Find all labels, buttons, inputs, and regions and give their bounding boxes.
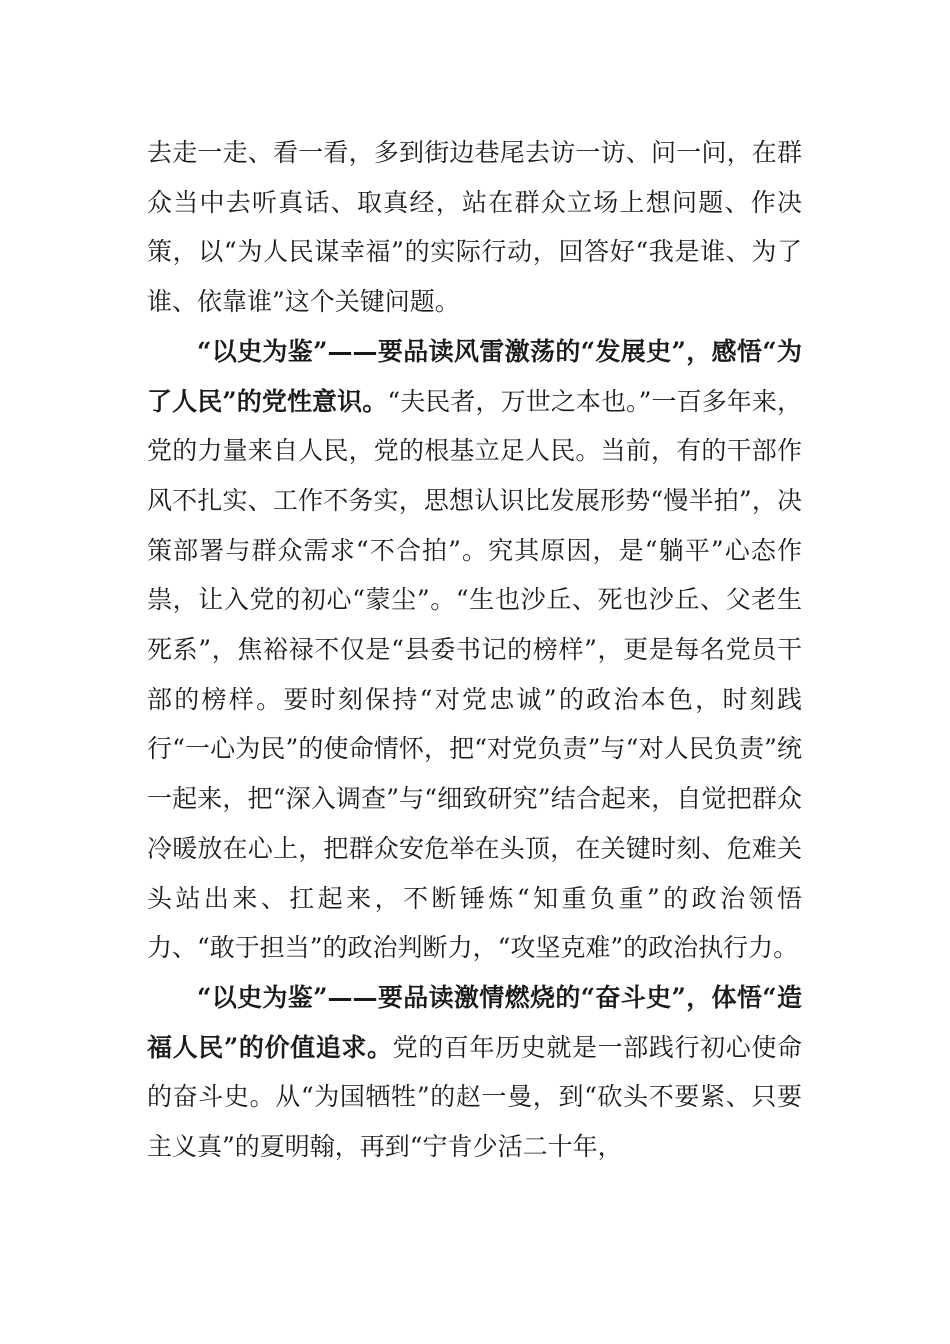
document-body [147,128,802,1172]
paragraph-2-body: “夫民者，万世之本也。”一百多年来，党的力量来自人民，党的根基立足人民。当前，有的干部作风不扎实、工作不务实，思想认识比发展形势“慢半拍”，决策部署与群众需求“不合拍”。究其原因，是“躺平”心态作祟，让入党的初心“蒙尘”。“生也沙丘、死也沙丘、父老生死系”，焦裕禄不仅是“县委书记的榜样”，更是每名党员干部的榜样。要时刻保持“对党忠诚”的政治本色，时刻践行“一心为民”的使命情怀，把“对党负责”与“对人民负责”统一起来，把“深入调查”与“细致研究”结合起来，自觉把群众冷暖放在心上，把群众安危举在头顶，在关键时刻、危难关头站出来、扛起来，不断锤炼“知重负重”的政治领悟力、“敢于担当”的政治判断力，“攻坚克难”的政治执行力。 [147,386,802,963]
paragraph-3-heading: “以史为鉴”——要品读激情燃烧的“奋斗史”，体悟“造福人民”的价值追求。 [147,982,802,1062]
paragraph-3-body: 党的百年历史就是一部践行初心使命的奋斗史。从“为国牺牲”的赵一曼，到“砍头不要紧、只要主义真”的夏明翰，再到“宁肯少活二十年， [147,1032,802,1162]
paragraph-1-body: 去走一走、看一看，多到街边巷尾去访一访、问一问，在群众当中去听真话、取真经，站在群众立场上想问题、作决策，以“为人民谋幸福”的实际行动，回答好“我是谁、为了谁、依靠谁”这个关键问题。 [147,138,802,317]
paragraph-2 [147,327,802,973]
paragraph-3 [147,973,802,1172]
paragraph-2-heading: “以史为鉴”——要品读风雷激荡的“发展史”，感悟“为了人民”的党性意识。 [147,336,802,416]
paragraph-1 [147,128,802,327]
